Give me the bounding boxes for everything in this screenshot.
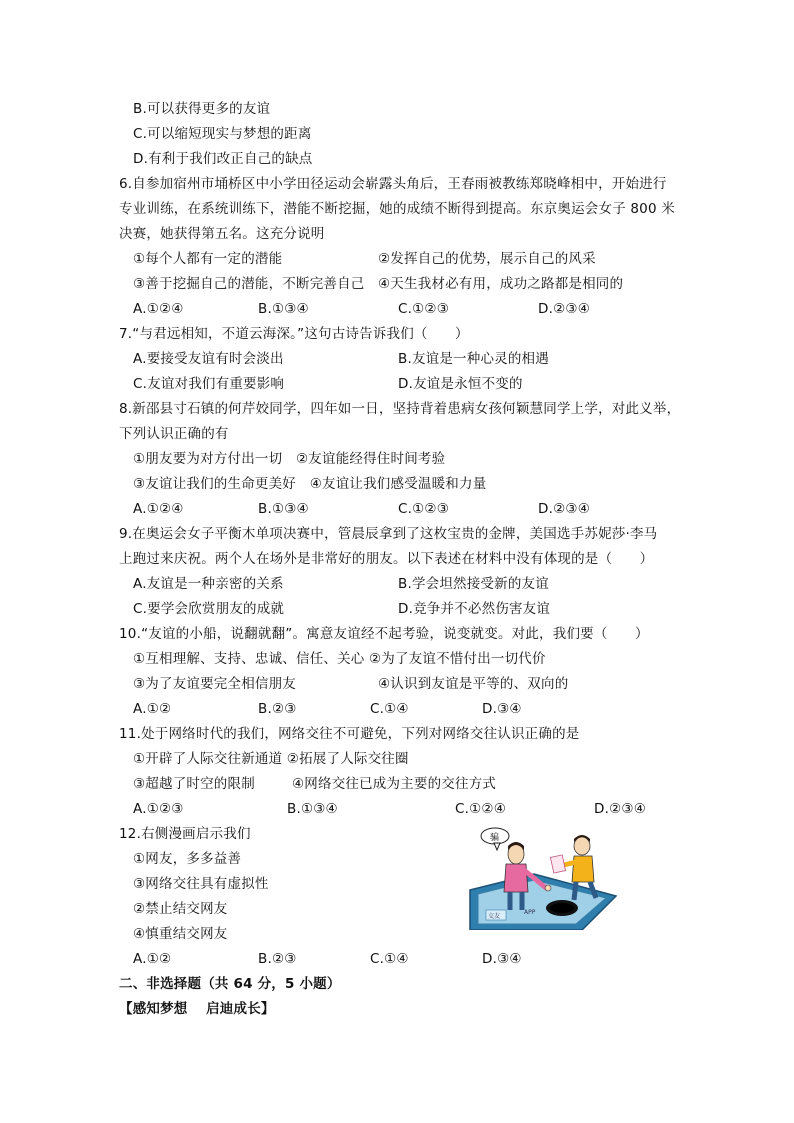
q10-statement-3: ③为了友谊要完全相信朋友 [133,676,297,692]
q11-option-b: B.①③④ [287,801,338,817]
section-subtitle: 【感知梦想 启迪成长】 [119,1001,275,1017]
q11-option-d: D.②③④ [594,801,646,817]
q8-statements-34: ③友谊让我们的生命更美好 ④友谊让我们感受温暖和力量 [133,476,487,492]
q6-stem-line1: 6.自参加宿州市埇桥区中小学田径运动会崭露头角后，王春雨被教练郑晓峰相中，开始进行 [119,176,667,192]
q6-option-d: D.②③④ [538,301,590,317]
q11-statements-12: ①开辟了人际交往新通道 ②拓展了人际交往圈 [133,751,409,767]
speech-bubble-text: 骗 [490,833,500,843]
q11-statement-4: ④网络交往已成为主要的交往方式 [292,776,497,792]
q10-option-d: D.③④ [482,701,522,717]
q10-stem: 10.“友谊的小船，说翻就翻”。寓意友谊经不起考验，说变就变。对此，我们要（ ） [119,626,649,642]
option-d: D.有利于我们改正自己的缺点 [133,151,313,167]
q8-statements-12: ①朋友要为对方付出一切 ②友谊能经得住时间考验 [133,451,446,467]
q12-statement-3: ③网络交往具有虚拟性 [133,876,269,892]
q9-option-b: B.学会坦然接受新的友谊 [398,576,549,592]
q8-option-d: D.②③④ [538,501,590,517]
q11-stem: 11.处于网络时代的我们，网络交往不可避免，下列对网络交往认识正确的是 [119,726,580,742]
q10-statement-4: ④认识到友谊是平等的、双向的 [378,676,569,692]
q10-option-c: C.①④ [370,701,409,717]
q6-statement-4: ④天生我材必有用，成功之路都是相同的 [378,276,624,292]
q9-stem-line2: 上跑过来庆祝。两个人在场外是非常好的朋友。以下表述在材料中没有体现的是（ ） [119,551,654,567]
q11-option-c: C.①②④ [455,801,507,817]
q12-stem: 12.右侧漫画启示我们 [119,826,251,842]
q9-option-a: A.友谊是一种亲密的关系 [133,576,284,592]
q12-statement-2: ②禁止结交网友 [133,901,228,917]
q8-option-c: C.①②③ [398,501,450,517]
section-title: 二、非选择题（共 64 分，5 小题） [119,976,341,992]
q12-option-a: A.①② [133,951,172,967]
q10-option-a: A.①② [133,701,172,717]
q12-option-c: C.①④ [370,951,409,967]
q12-option-d: D.③④ [482,951,522,967]
q8-option-a: A.①②④ [133,501,184,517]
q6-option-b: B.①③④ [258,301,309,317]
q7-stem: 7.“与君远相知，不道云海深。”这句古诗告诉我们（ ） [119,326,469,342]
q6-option-a: A.①②④ [133,301,184,317]
q6-stem-line3: 决赛，她获得第五名。这充分说明 [119,226,325,242]
q11-statement-3: ③超越了时空的限制 [133,776,255,792]
q12-option-b: B.②③ [258,951,297,967]
q7-option-b: B.友谊是一种心灵的相遇 [398,351,549,367]
option-b: B.可以获得更多的友谊 [133,101,271,117]
q9-stem-line1: 9.在奥运会女子平衡木单项决赛中，管晨辰拿到了这枚宝贵的金牌，美国选手苏妮莎·李马 [119,526,658,542]
q10-option-b: B.②③ [258,701,297,717]
q6-statement-2: ②发挥自己的优势，展示自己的风采 [378,251,596,267]
option-c: C.可以缩短现实与梦想的距离 [133,126,312,142]
q6-statement-1: ①每个人都有一定的潜能 [133,251,283,267]
q6-option-c: C.①②③ [398,301,450,317]
q7-option-a: A.要接受友谊有时会淡出 [133,351,284,367]
q8-stem-line1: 8.新邵县寸石镇的何芹姣同学，四年如一日，坚持背着患病女孩何颖慧同学上学，对此义举， [119,401,681,417]
q7-option-d: D.友谊是永恒不变的 [398,376,523,392]
cartoon-illustration [464,826,624,930]
q12-statement-4: ④慎重结交网友 [133,926,228,942]
app-label: APP [524,909,536,916]
q10-statements-12: ①互相理解、支持、忠诚、信任、关心 ②为了友谊不惜付出一切代价 [133,651,546,667]
q12-statement-1: ①网友，多多益善 [133,851,242,867]
q8-stem-line2: 下列认识正确的有 [119,426,229,442]
q8-option-b: B.①③④ [258,501,309,517]
q6-statement-3: ③善于挖掘自己的潜能，不断完善自己 [133,276,365,292]
q9-option-c: C.要学会欣赏朋友的成就 [133,601,285,617]
q6-stem-line2: 专业训练，在系统训练下，潜能不断挖掘，她的成绩不断得到提高。东京奥运会女子 800 米 [119,201,675,217]
q11-option-a: A.①②③ [133,801,184,817]
sign-label: 交友 [488,913,501,920]
q9-option-d: D.竞争并不必然伤害友谊 [398,601,551,617]
q7-option-c: C.友谊对我们有重要影响 [133,376,285,392]
